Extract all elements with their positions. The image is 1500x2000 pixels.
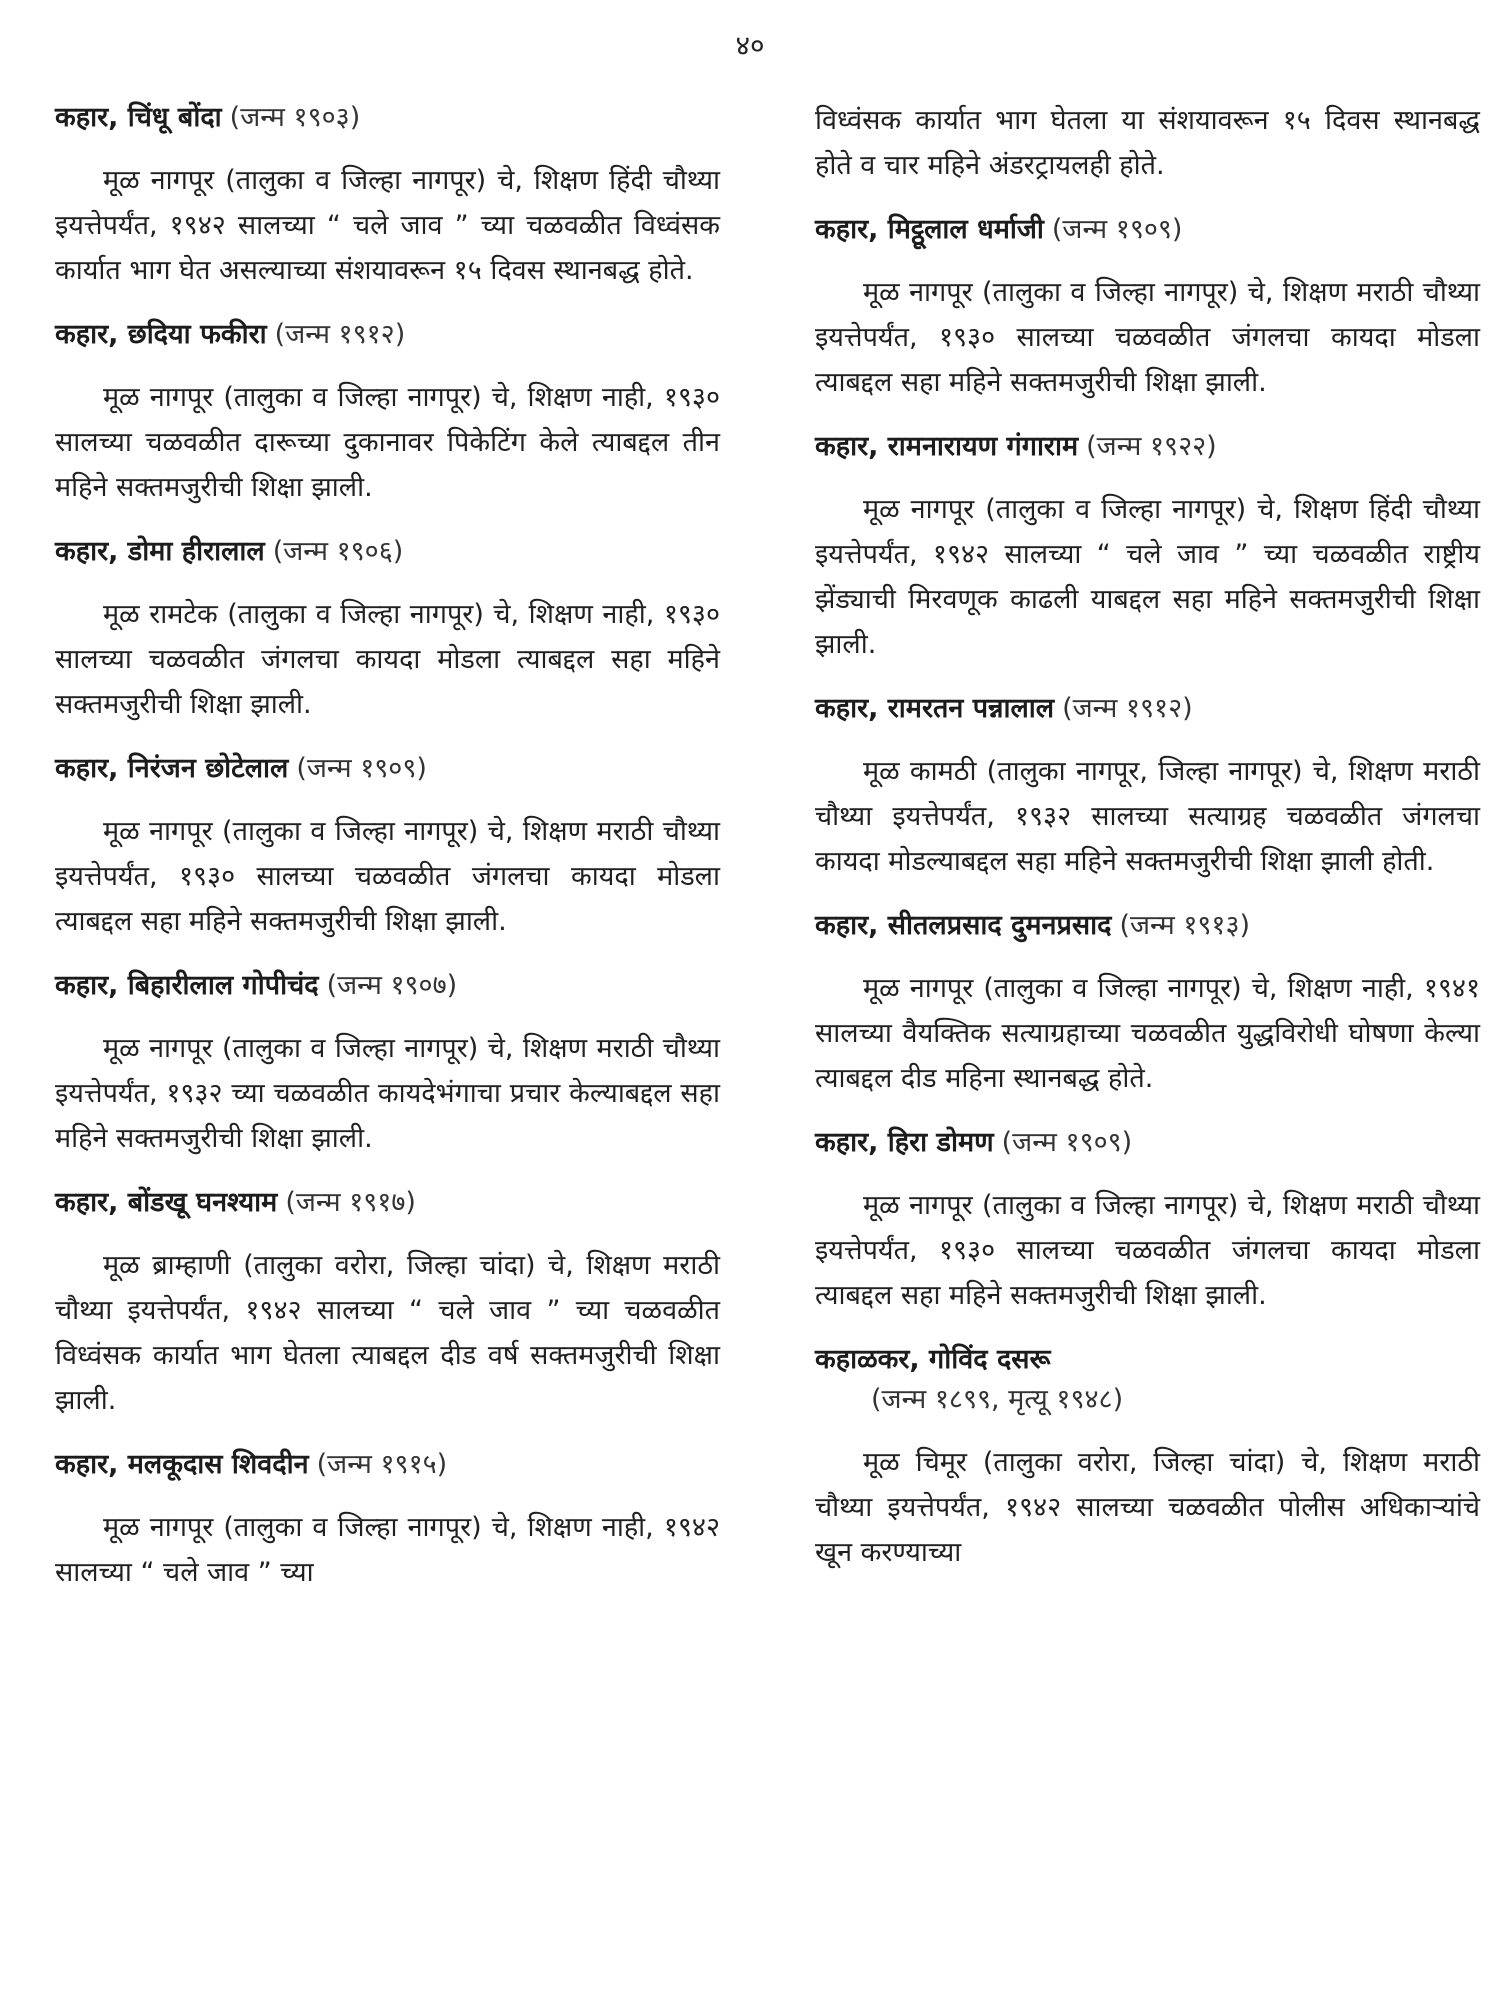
entry-heading bbox=[815, 427, 1480, 467]
entry-birth: (जन्म १९२२) bbox=[1086, 431, 1217, 462]
entry-name: कहार, हिरा डोमण bbox=[815, 1127, 994, 1158]
entry-birth: (जन्म १९१५) bbox=[316, 1449, 448, 1480]
entry-heading bbox=[55, 532, 720, 572]
entry-text: मूळ नागपूर (तालुका व जिल्हा नागपूर) चे, शिक्षण नाही, १९४१ सालच्या वैयक्तिक सत्याग्रहाच्या चळवळीत युद्धविरोधी घोषणा केल्या त्याबद्दल दीड महिना स्थानबद्ध होते. bbox=[815, 973, 1480, 1094]
entry-text: मूळ नागपूर (तालुका व जिल्हा नागपूर) चे, शिक्षण मराठी चौथ्या इयत्तेपर्यंत, १९३० सालच्या चळवळीत जंगलचा कायदा मोडला त्याबद्दल सहा महिने सक्तमजुरीची शिक्षा झाली. bbox=[815, 1190, 1480, 1311]
entry-text: मूळ नागपूर (तालुका व जिल्हा नागपूर) चे, शिक्षण मराठी चौथ्या इयत्तेपर्यंत, १९३२ च्या चळवळीत कायदेभंगाचा प्रचार केल्याबद्दल सहा महिने सक्तमजुरीची शिक्षा झाली. bbox=[55, 1033, 720, 1154]
entry-name: कहार, चिंधू बोंदा bbox=[55, 102, 222, 133]
entry-name: कहार, रामनारायण गंगाराम bbox=[815, 431, 1079, 462]
entry-text: मूळ नागपूर (तालुका व जिल्हा नागपूर) चे, शिक्षण मराठी चौथ्या इयत्तेपर्यंत, १९३० सालच्या चळवळीत जंगलचा कायदा मोडला त्याबद्दल सहा महिने सक्तमजुरीची शिक्षा झाली. bbox=[55, 816, 720, 937]
entry-name: कहार, मलकूदास शिवदीन bbox=[55, 1449, 309, 1480]
right-column bbox=[815, 98, 1480, 1597]
entry-birth: (जन्म १९०६) bbox=[272, 536, 404, 567]
entry-heading bbox=[55, 966, 720, 1006]
entry-heading bbox=[815, 689, 1480, 729]
entry-name: कहार, रामरतन पन्नालाल bbox=[815, 693, 1055, 724]
entry-heading bbox=[815, 1123, 1480, 1163]
biography-entry bbox=[55, 1183, 720, 1423]
entry-text: मूळ नागपूर (तालुका व जिल्हा नागपूर) चे, शिक्षण हिंदी चौथ्या इयत्तेपर्यंत, १९४२ सालच्या “ चले जाव ” च्या चळवळीत राष्ट्रीय झेंड्याची मिरवणूक काढली याबद्दल सहा महिने सक्तमजुरीची शिक्षा झाली. bbox=[815, 494, 1480, 660]
biography-entry bbox=[55, 532, 720, 727]
entry-text: मूळ ब्राम्हाणी (तालुका वरोरा, जिल्हा चांदा) चे, शिक्षण मराठी चौथ्या इयत्तेपर्यंत, १९४२ सालच्या “ चले जाव ” च्या चळवळीत विध्वंसक कार्यात भाग घेतला त्याबद्दल दीड वर्ष सक्तमजुरीची शिक्षा झाली. bbox=[55, 1250, 720, 1416]
biography-entry bbox=[815, 210, 1480, 405]
entry-birth: (जन्म १९१३) bbox=[1119, 910, 1251, 941]
biography-entry bbox=[815, 1340, 1480, 1575]
entry-heading bbox=[55, 1183, 720, 1223]
entry-text: मूळ नागपूर (तालुका व जिल्हा नागपूर) चे, शिक्षण नाही, १९३० सालच्या चळवळीत दारूच्या दुकानावर पिकेटिंग केले त्याबद्दल तीन महिने सक्तमजुरीची शिक्षा झाली. bbox=[55, 382, 720, 503]
entry-heading bbox=[815, 906, 1480, 946]
entry-name: कहार, छदिया फकीरा bbox=[55, 319, 267, 350]
page-number: ४० bbox=[735, 29, 765, 62]
biography-entry bbox=[815, 427, 1480, 667]
continued-text: विध्वंसक कार्यात भाग घेतला या संशयावरून १५ दिवस स्थानबद्ध होते व चार महिने अंडरट्रायलही होते. bbox=[815, 105, 1480, 181]
entry-birth: (जन्म १९०९) bbox=[296, 753, 427, 784]
entry-birth: (जन्म १९१२) bbox=[1062, 693, 1193, 724]
biography-entry bbox=[55, 315, 720, 510]
entry-heading bbox=[55, 1445, 720, 1485]
entry-name: कहार, बिहारीलाल गोपीचंद bbox=[55, 970, 319, 1001]
entry-text: मूळ नागपूर (तालुका व जिल्हा नागपूर) चे, शिक्षण नाही, १९४२ सालच्या “ चले जाव ” च्या bbox=[55, 1512, 720, 1588]
biography-entry bbox=[55, 749, 720, 944]
biography-entry bbox=[815, 1123, 1480, 1318]
entry-heading bbox=[815, 1340, 1480, 1420]
entry-text: मूळ चिमूर (तालुका वरोरा, जिल्हा चांदा) चे, शिक्षण मराठी चौथ्या इयत्तेपर्यंत, १९४२ सालच्या चळवळीत पोलीस अधिकाऱ्यांचे खून करण्याच्या bbox=[815, 1447, 1480, 1568]
entry-heading bbox=[55, 98, 720, 138]
entry-text: मूळ कामठी (तालुका नागपूर, जिल्हा नागपूर) चे, शिक्षण मराठी चौथ्या इयत्तेपर्यंत, १९३२ सालच्या सत्याग्रह चळवळीत जंगलचा कायदा मोडल्याबद्दल सहा महिने सक्तमजुरीची शिक्षा झाली होती. bbox=[815, 756, 1480, 877]
biography-entry bbox=[55, 966, 720, 1161]
entry-heading bbox=[55, 749, 720, 789]
entry-text: मूळ रामटेक (तालुका व जिल्हा नागपूर) चे, शिक्षण नाही, १९३० सालच्या चळवळीत जंगलचा कायदा मोडला त्याबद्दल सहा महिने सक्तमजुरीची शिक्षा झाली. bbox=[55, 599, 720, 720]
entry-text: मूळ नागपूर (तालुका व जिल्हा नागपूर) चे, शिक्षण हिंदी चौथ्या इयत्तेपर्यंत, १९४२ सालच्या “ चले जाव ” च्या चळवळीत विध्वंसक कार्यात भाग घेत असल्याच्या संशयावरून १५ दिवस स्थानबद्ध होते. bbox=[55, 165, 720, 286]
entry-name: कहार, निरंजन छोटेलाल bbox=[55, 753, 289, 784]
entry-name: कहाळकर, गोविंद दसरू bbox=[815, 1344, 1051, 1375]
biography-entry bbox=[815, 689, 1480, 884]
entry-birth: (जन्म १९०९) bbox=[1051, 214, 1183, 245]
biography-entry bbox=[55, 98, 720, 293]
entry-name: कहार, मिट्ठूलाल धर्माजी bbox=[815, 214, 1044, 245]
entry-text: मूळ नागपूर (तालुका व जिल्हा नागपूर) चे, शिक्षण मराठी चौथ्या इयत्तेपर्यंत, १९३० सालच्या चळवळीत जंगलचा कायदा मोडला त्याबद्दल सहा महिने सक्तमजुरीची शिक्षा झाली. bbox=[815, 277, 1480, 398]
entry-birth: (जन्म १८९९, मृत्यू १९४८) bbox=[871, 1384, 1124, 1415]
entry-birth: (जन्म १९०९) bbox=[1001, 1127, 1133, 1158]
left-column bbox=[55, 98, 720, 1617]
entry-birth: (जन्म १९१२) bbox=[274, 319, 406, 350]
entry-heading bbox=[55, 315, 720, 355]
entry-name: कहार, डोमा हीरालाल bbox=[55, 536, 265, 567]
entry-birth: (जन्म १९०७) bbox=[326, 970, 458, 1001]
entry-heading bbox=[815, 210, 1480, 250]
biography-entry bbox=[55, 1445, 720, 1595]
entry-birth: (जन्म १९१७) bbox=[285, 1187, 416, 1218]
entry-birth: (जन्म १९०३) bbox=[229, 102, 361, 133]
entry-name: कहार, बोंडखू घनश्याम bbox=[55, 1187, 278, 1218]
entry-name: कहार, सीतलप्रसाद दुमनप्रसाद bbox=[815, 910, 1112, 941]
biography-entry bbox=[815, 906, 1480, 1101]
